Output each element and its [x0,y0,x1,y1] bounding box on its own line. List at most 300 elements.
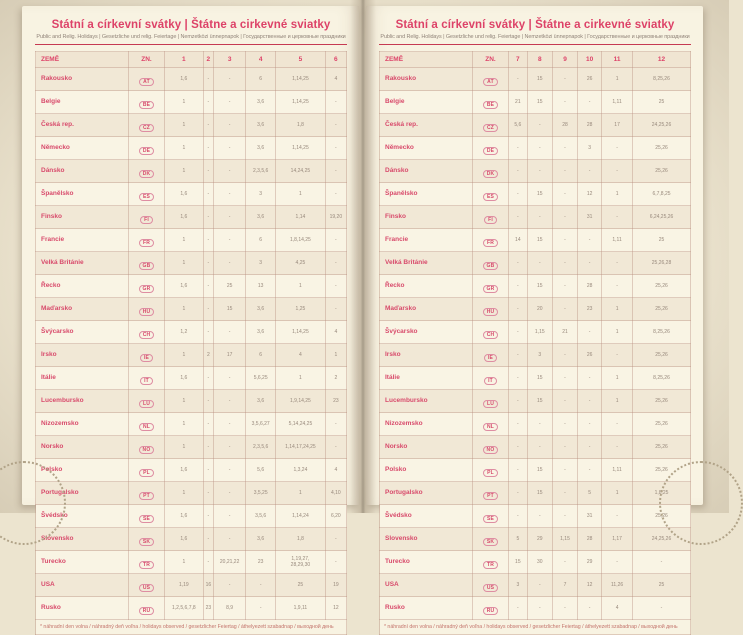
holiday-days-cell: 1,25 [276,298,326,321]
holiday-days-cell: - [325,229,346,252]
holiday-days-cell: - [214,183,246,206]
country-code-badge: AT [139,78,154,86]
holiday-days-cell: 14 [509,229,528,252]
country-code-cell [473,482,509,505]
holiday-days-cell: 29 [527,528,552,551]
holiday-days-cell: 1 [165,160,204,183]
country-name: Španělsko [36,183,129,206]
country-code-badge: IT [484,377,497,385]
holiday-days-cell: 1,6 [165,275,204,298]
holiday-days-cell: 25,26 [633,275,691,298]
country-code-badge: FI [484,216,497,224]
country-name: Portugalsko [36,482,129,505]
country-row [36,252,347,275]
country-column-header: ZEMĚ [380,52,473,68]
holiday-days-cell: - [325,528,346,551]
country-row [380,413,691,436]
country-code-cell [129,298,165,321]
holiday-days-cell: 17 [214,344,246,367]
country-code-cell [129,344,165,367]
month-column-header: 4 [246,52,276,68]
page-title: Státní a církevní svátky | Štátne a cirkevné sviatky [51,19,331,31]
holiday-days-cell: 3,6 [246,114,276,137]
holiday-days-cell: 3,6 [246,390,276,413]
holiday-days-cell: - [509,597,528,620]
holiday-days-cell: 3,6 [246,321,276,344]
page-title: Státní a církevní svátky | Štátne a cirkevné sviatky [395,19,675,31]
country-row [36,298,347,321]
country-row [380,206,691,229]
footnote-row [36,620,347,635]
holiday-days-cell: 14,24,25 [276,160,326,183]
holiday-days-cell: 1 [602,367,633,390]
holiday-days-cell: - [578,160,602,183]
country-code-cell [129,229,165,252]
country-code-badge: GB [139,262,155,270]
holiday-days-cell: 25,26 [633,344,691,367]
country-row [380,505,691,528]
country-name: Irsko [36,344,129,367]
holiday-days-cell: 15 [527,390,552,413]
table-body [380,68,691,635]
holiday-days-cell: 24,25,26 [633,528,691,551]
holiday-days-cell: 3,6 [246,528,276,551]
country-code-badge: LU [139,400,154,408]
holiday-days-cell: - [552,68,577,91]
holiday-days-cell: - [552,160,577,183]
holiday-days-cell: - [325,551,346,574]
holiday-days-cell: - [552,551,577,574]
holiday-days-cell: 3,6 [246,298,276,321]
country-code-cell [473,160,509,183]
country-name: Lucembursko [36,390,129,413]
holiday-days-cell: 3,5,6 [246,505,276,528]
country-name: Polsko [36,459,129,482]
holiday-days-cell: 8,25,26 [633,367,691,390]
holiday-days-cell: - [214,137,246,160]
holiday-days-cell: 6,20 [325,505,346,528]
country-name: Portugalsko [380,482,473,505]
holiday-days-cell: - [602,275,633,298]
holiday-days-cell: - [214,505,246,528]
holiday-days-cell: - [203,91,213,114]
country-row [380,275,691,298]
holiday-days-cell: 25,26 [633,298,691,321]
holiday-days-cell: - [578,367,602,390]
country-code-badge: SK [139,538,154,546]
holiday-days-cell: 1,2 [165,321,204,344]
holiday-days-cell: 15 [527,91,552,114]
holiday-days-cell: - [509,321,528,344]
holiday-days-cell: 1 [165,252,204,275]
holiday-days-cell: - [203,206,213,229]
country-row [36,551,347,574]
country-code-badge: DK [139,170,155,178]
month-column-header: 9 [552,52,577,68]
country-row [380,183,691,206]
country-row [36,413,347,436]
country-code-badge: CH [483,331,499,339]
country-code-cell [129,275,165,298]
holiday-days-cell: 25 [633,229,691,252]
country-row [36,160,347,183]
header-row [36,52,347,68]
header-row [380,52,691,68]
holiday-days-cell: 4,25 [276,252,326,275]
footnote-row [380,620,691,635]
country-code-badge: BE [483,101,498,109]
holiday-days-cell: - [203,390,213,413]
country-code-badge: DE [139,147,154,155]
country-row [380,482,691,505]
holiday-days-cell: 1,9,14,25 [276,390,326,413]
holiday-days-cell: 31 [578,505,602,528]
holiday-days-cell: 1 [165,114,204,137]
country-row [36,275,347,298]
holiday-days-cell: - [578,91,602,114]
month-column-header: 1 [165,52,204,68]
corner-perforation-dots [659,461,743,545]
country-name: Švýcarsko [36,321,129,344]
country-name: Belgie [380,91,473,114]
holiday-days-cell: - [214,321,246,344]
country-name: Švédsko [380,505,473,528]
holiday-days-cell: - [203,68,213,91]
holiday-days-cell: 1,6 [165,183,204,206]
table-body [36,68,347,635]
holiday-days-cell: 1,8,14,25 [276,229,326,252]
holiday-days-cell: 3 [246,183,276,206]
country-row [36,528,347,551]
holiday-days-cell: 1,14 [276,206,326,229]
country-code-badge: FR [483,239,498,247]
country-row [380,68,691,91]
country-name: Rakousko [36,68,129,91]
holiday-days-cell: - [602,436,633,459]
country-row [36,344,347,367]
country-code-cell [129,436,165,459]
holiday-days-cell: 1,14,25 [276,137,326,160]
month-column-header: 2 [203,52,213,68]
holiday-days-cell: - [214,91,246,114]
holiday-days-cell: - [509,459,528,482]
country-code-badge: NO [139,446,155,454]
holiday-days-cell: - [509,275,528,298]
holiday-days-cell: - [214,459,246,482]
holiday-days-cell: - [203,298,213,321]
country-code-cell [129,206,165,229]
holiday-days-cell: 8,25,26 [633,68,691,91]
holiday-days-cell: - [527,206,552,229]
holiday-days-cell: 5,14,24,25 [276,413,326,436]
country-row [36,597,347,620]
holiday-days-cell: 25 [276,574,326,597]
country-code-cell [473,114,509,137]
holiday-days-cell: - [214,206,246,229]
holiday-days-cell: - [552,183,577,206]
holiday-days-cell: 1 [165,482,204,505]
holiday-days-cell: - [527,505,552,528]
right-page-content [366,6,703,635]
holiday-days-cell: 26 [578,68,602,91]
holiday-days-cell: - [203,137,213,160]
holiday-days-cell: - [203,183,213,206]
holiday-days-cell: 1 [276,482,326,505]
holiday-days-cell: 30 [527,551,552,574]
holiday-days-cell: 26 [578,344,602,367]
country-code-cell [129,551,165,574]
holiday-days-cell: 23 [325,390,346,413]
country-code-badge: DE [483,147,498,155]
holiday-days-cell: 1,14,17,24,25 [276,436,326,459]
country-code-badge: RU [139,607,155,615]
holiday-days-cell: 24,25,26 [633,114,691,137]
holiday-days-cell: 1,14,25 [276,321,326,344]
country-code-cell [129,252,165,275]
country-code-badge: FI [140,216,153,224]
holiday-days-cell: 1 [165,298,204,321]
country-row [380,229,691,252]
holiday-days-cell: 21 [552,321,577,344]
holiday-days-cell: - [509,482,528,505]
country-name: Rakousko [380,68,473,91]
holiday-days-cell: - [633,597,691,620]
holiday-days-cell: 1 [165,551,204,574]
country-code-cell [129,482,165,505]
holiday-days-cell: 3 [246,252,276,275]
holiday-days-cell: 1 [165,344,204,367]
country-code-badge: NL [139,423,154,431]
table-header [380,52,691,68]
page-subtitle: Public and Relig. Holidays | Gesetzliche und relig. Feiertage | Nemzetközi ünnepnapok | Государственные и церковные праздники [36,34,346,40]
holiday-days-cell: 5 [578,482,602,505]
holiday-days-cell: 1 [276,367,326,390]
country-row [36,436,347,459]
country-code-badge: US [139,584,154,592]
country-code-cell [129,137,165,160]
holiday-days-cell: - [552,344,577,367]
country-code-cell [129,459,165,482]
country-row [380,252,691,275]
holiday-days-cell: - [214,252,246,275]
month-column-header: 6 [325,52,346,68]
holiday-days-cell: - [602,206,633,229]
holiday-days-cell: - [602,505,633,528]
holiday-days-cell: - [509,390,528,413]
country-row [380,160,691,183]
country-row [36,114,347,137]
holiday-days-cell: - [509,68,528,91]
holiday-days-cell: 25,26 [633,505,691,528]
month-column-header: 10 [578,52,602,68]
country-row [36,321,347,344]
country-code-badge: SE [483,515,498,523]
country-code-badge: ES [483,193,498,201]
country-code-badge: PT [139,492,154,500]
holiday-days-cell: - [325,275,346,298]
holiday-days-cell: 8,25,26 [633,321,691,344]
holiday-days-cell: 2,3,5,6 [246,436,276,459]
holiday-days-cell: 25 [633,91,691,114]
country-code-badge: SK [483,538,498,546]
holiday-days-cell: 8,9 [214,597,246,620]
country-code-cell [129,321,165,344]
holiday-days-cell: - [633,551,691,574]
holiday-days-cell: - [552,413,577,436]
holiday-days-cell: 5,6 [246,459,276,482]
country-name: Německo [380,137,473,160]
country-name: Řecko [380,275,473,298]
month-column-header: 3 [214,52,246,68]
country-row [36,137,347,160]
holiday-days-cell: 1,11 [602,229,633,252]
holiday-days-cell: - [246,597,276,620]
holiday-days-cell: 4 [325,68,346,91]
holiday-days-cell: 4,10 [325,482,346,505]
country-name: Maďarsko [36,298,129,321]
holiday-days-cell: - [246,574,276,597]
holiday-days-cell: - [527,597,552,620]
country-row [380,459,691,482]
country-name: Francie [380,229,473,252]
country-code-badge: PT [483,492,498,500]
holiday-days-cell: - [203,459,213,482]
country-name: Nizozemsko [380,413,473,436]
country-name: Dánsko [380,160,473,183]
country-code-badge: TR [483,561,498,569]
holiday-days-cell: 4 [325,321,346,344]
country-name: Turecko [36,551,129,574]
table-footnote: * náhradní den volna / náhradný deň voľna / holidays observed / gesetzlicher Feiertag / áthelyezett szabadnap / выходной день [36,620,347,635]
country-row [36,229,347,252]
country-code-cell [473,597,509,620]
holiday-days-cell: - [214,114,246,137]
country-row [380,91,691,114]
holiday-days-cell: - [214,574,246,597]
holiday-days-cell: - [325,413,346,436]
holiday-days-cell: 20,21,22 [214,551,246,574]
holiday-days-cell: 1,14,25 [276,68,326,91]
country-name: Rusko [380,597,473,620]
holiday-days-cell: 6 [246,229,276,252]
holiday-days-cell: 1,8,25 [633,482,691,505]
country-code-cell [473,298,509,321]
holiday-days-cell: - [325,252,346,275]
country-name: Velká Británie [380,252,473,275]
holiday-days-cell: 15 [509,551,528,574]
holiday-days-cell: 25,26 [633,160,691,183]
country-code-cell [129,390,165,413]
holiday-days-cell: - [214,390,246,413]
holiday-days-cell: 15 [214,298,246,321]
country-name: Dánsko [36,160,129,183]
holiday-days-cell: - [552,390,577,413]
left-page-content [22,6,359,635]
country-name: Nizozemsko [36,413,129,436]
holiday-days-cell: 15 [527,367,552,390]
holiday-days-cell: 3,5,25 [246,482,276,505]
country-code-badge: GR [139,285,155,293]
holiday-days-cell: 2,3,5,6 [246,160,276,183]
holiday-days-cell: 3,6 [246,206,276,229]
holiday-days-cell: 1,15 [552,528,577,551]
holiday-days-cell: 15 [527,275,552,298]
holiday-days-cell: 1 [602,298,633,321]
country-code-cell [129,574,165,597]
country-code-badge: AT [483,78,498,86]
holiday-days-cell: - [527,114,552,137]
holiday-days-cell: 3 [527,344,552,367]
holiday-days-cell: - [203,229,213,252]
holiday-days-cell: - [602,160,633,183]
holiday-days-cell: 15 [527,183,552,206]
table-header [36,52,347,68]
holiday-days-cell: 1 [602,390,633,413]
holiday-days-cell: 1 [602,183,633,206]
holiday-days-cell: - [214,436,246,459]
holiday-days-cell: 31 [578,206,602,229]
holiday-days-cell: 1 [165,137,204,160]
country-code-badge: IE [484,354,497,362]
holiday-days-cell: - [552,459,577,482]
holiday-days-cell: - [602,252,633,275]
country-code-cell [473,183,509,206]
holiday-days-cell: - [203,551,213,574]
holiday-days-cell: 15 [527,68,552,91]
holiday-days-cell: 1 [276,183,326,206]
holiday-days-cell: - [214,413,246,436]
country-row [36,206,347,229]
holiday-days-cell: 1,6 [165,206,204,229]
country-name: USA [36,574,129,597]
country-row [36,68,347,91]
holiday-days-cell: 25,26 [633,390,691,413]
holiday-days-cell: - [552,482,577,505]
holiday-days-cell: 5,6 [509,114,528,137]
country-name: Finsko [380,206,473,229]
holiday-days-cell: - [578,436,602,459]
holiday-days-cell: - [203,367,213,390]
holiday-days-cell: - [214,528,246,551]
holiday-days-cell: 12 [578,574,602,597]
country-name: Německo [36,137,129,160]
country-code-cell [473,459,509,482]
holiday-days-cell: - [578,459,602,482]
holiday-days-cell: - [214,160,246,183]
holiday-days-cell: - [552,206,577,229]
holiday-days-cell: - [552,275,577,298]
holiday-days-cell: - [325,160,346,183]
country-row [36,183,347,206]
holiday-days-cell: 21 [509,91,528,114]
country-row [380,137,691,160]
holiday-days-cell: 3,6 [246,91,276,114]
holiday-days-cell: 4 [602,597,633,620]
country-code-badge: NO [483,446,499,454]
country-name: Norsko [36,436,129,459]
country-code-badge: CZ [483,124,498,132]
holiday-days-cell: - [509,252,528,275]
holiday-days-cell: 5 [509,528,528,551]
holiday-days-cell: 11,26 [602,574,633,597]
country-code-cell [129,505,165,528]
country-code-badge: DK [483,170,499,178]
holiday-days-cell: 1 [276,275,326,298]
holiday-days-cell: 7 [552,574,577,597]
country-name: Rusko [36,597,129,620]
holiday-days-cell: 1,6 [165,528,204,551]
holiday-days-cell: 1 [602,68,633,91]
